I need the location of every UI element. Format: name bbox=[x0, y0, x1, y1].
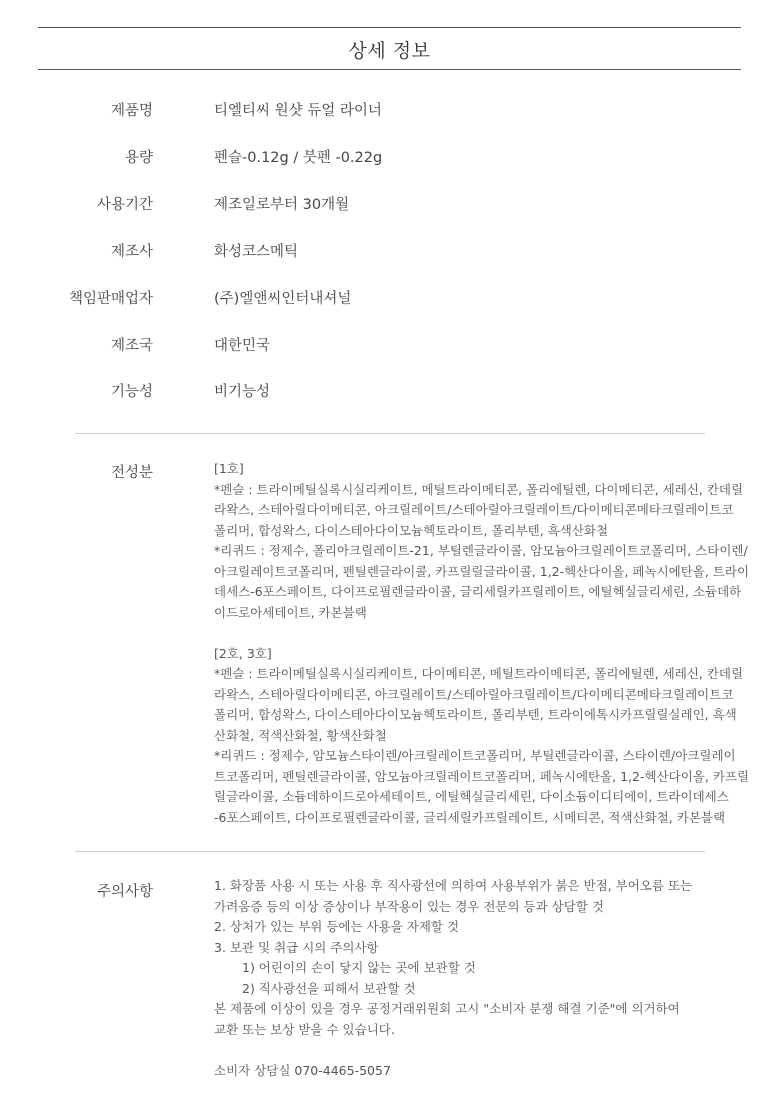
info-value: 티엘티씨 원샷 듀얼 라이너 bbox=[214, 103, 382, 119]
info-label: 사용기간 bbox=[96, 197, 153, 213]
ingredient-line: [1호] bbox=[214, 461, 244, 476]
ingredient-line: 라왁스, 스테아릴다이메티콘, 아크릴레이트/스테아릴아크릴레이트/다이메티콘메타크릴레이트코 bbox=[214, 502, 734, 517]
ingredient-line: 데세스-6포스페이트, 다이프로필렌글라이콜, 글리세릴카프릴레이트, 에틸헥실글리세린, 소듐데하 bbox=[214, 584, 742, 599]
info-row bbox=[0, 240, 779, 264]
header-bottom-rule bbox=[38, 69, 741, 70]
info-value: 화성코스메틱 bbox=[214, 244, 299, 260]
ingredient-line: *펜슬 : 트라이메틸실록시실리케이트, 다이메티콘, 메틸트라이메티콘, 폴리에틸렌, 세레신, 칸데릴 bbox=[214, 666, 744, 681]
section-title: 상세 정보 bbox=[348, 40, 431, 62]
ingredient-line: 아크릴레이트코폴리머, 펜틸렌글라이콜, 카프릴릴글라이콜, 1,2-헥산다이올, 페녹시에탄올, 트라이 bbox=[214, 563, 750, 579]
caution-line bbox=[214, 1040, 719, 1061]
ingredient-line: 트코폴리머, 펜틸렌글라이콜, 암모늄아크릴레이트코폴리머, 페녹시에탄올, 1,2-헥산다이올, 카프릴 bbox=[214, 768, 750, 784]
info-label: 책임판매업자 bbox=[68, 291, 153, 307]
ingredient-line: *리퀴드 : 정제수, 폴리아크릴레이트-21, 부틸렌글라이콜, 암모늄아크릴레이트코폴리머, 스타이렌/ bbox=[214, 543, 748, 558]
ingredient-line bbox=[214, 623, 719, 644]
info-label: 제조국 bbox=[110, 338, 153, 354]
info-value: (주)엘앤씨인터내셔널 bbox=[214, 291, 352, 307]
info-row bbox=[0, 193, 779, 217]
caution-line: 1) 어린이의 손이 닿지 않는 곳에 보관할 것 bbox=[242, 960, 476, 975]
info-label: 제품명 bbox=[110, 103, 153, 119]
header-top-rule bbox=[38, 27, 741, 28]
cautions-label: 주의사항 bbox=[96, 884, 153, 900]
info-value: 제조일로부터 30개월 bbox=[214, 197, 350, 213]
caution-line: 3. 보관 및 취급 시의 주의사항 bbox=[214, 939, 379, 955]
info-value: 펜슬-0.12g / 붓펜 -0.22g bbox=[214, 150, 383, 166]
ingredient-line: [2호, 3호] bbox=[214, 645, 272, 661]
ingredient-line: 폴리머, 합성왁스, 다이스테아다이모늄헥토라이트, 폴리부텐, 트라이에톡시카프릴릴실레인, 흑색 bbox=[214, 707, 737, 722]
ingredient-line: 이드로아세테이트, 카본블랙 bbox=[214, 604, 367, 620]
ingredients-label: 전성분 bbox=[110, 465, 153, 481]
ingredient-line: 릴글라이콜, 소듐데하이드로아세테이트, 에틸헥실글리세린, 다이소듐이디티에이, 트라이데세스 bbox=[214, 789, 729, 804]
caution-line: 1. 화장품 사용 시 또는 사용 후 직사광선에 의하여 사용부위가 붉은 반점, 부어오름 또는 bbox=[214, 878, 693, 893]
ingredient-line: 라왁스, 스테아릴다이메티콘, 아크릴레이트/스테아릴아크릴레이트/다이메티콘메타크릴레이트코 bbox=[214, 686, 734, 702]
caution-line: 2. 상처가 있는 부위 등에는 사용을 자제할 것 bbox=[214, 919, 460, 934]
info-label: 용량 bbox=[124, 150, 153, 166]
ingredient-line: *리퀴드 : 정제수, 암모늄스타이렌/아크릴레이트코폴리머, 부틸렌글라이콜, 스타이렌/아크릴레이 bbox=[214, 748, 736, 763]
info-row bbox=[0, 146, 779, 170]
cautions-text bbox=[214, 876, 719, 1081]
info-value: 비기능성 bbox=[214, 384, 271, 400]
ingredient-line: -6포스페이트, 다이프로필렌글라이콜, 글리세릴카프릴레이트, 시메티콘, 적색산화철, 카본블랙 bbox=[214, 809, 726, 825]
caution-line: 교환 또는 보상 받을 수 있습니다. bbox=[214, 1021, 395, 1037]
caution-line: 소비자 상담실 070-4465-5057 bbox=[214, 1062, 391, 1078]
caution-line: 가려움증 등의 이상 증상이나 부작용이 있는 경우 전문의 등과 상담할 것 bbox=[214, 898, 604, 914]
info-label: 기능성 bbox=[110, 384, 153, 400]
info-label: 제조사 bbox=[110, 244, 153, 260]
caution-line: 본 제품에 이상이 있을 경우 공정거래위원회 고시 "소비자 분쟁 해결 기준"에 의거하여 bbox=[214, 1001, 680, 1016]
divider-1 bbox=[75, 433, 705, 434]
info-row bbox=[0, 99, 779, 123]
divider-2 bbox=[75, 851, 705, 852]
ingredient-line: 산화철, 적색산화철, 황색산화철 bbox=[214, 727, 387, 743]
ingredient-line: 폴리머, 합성왁스, 다이스테아다이모늄헥토라이트, 폴리부텐, 흑색산화철 bbox=[214, 522, 609, 538]
info-row bbox=[0, 287, 779, 311]
ingredients-text bbox=[214, 459, 750, 828]
info-row bbox=[0, 334, 779, 358]
info-row bbox=[0, 380, 779, 404]
caution-line: 2) 직사광선을 피해서 보관할 것 bbox=[242, 980, 416, 996]
ingredient-line: *펜슬 : 트라이메틸실록시실리케이트, 메틸트라이메티콘, 폴리에틸렌, 다이메티콘, 세레신, 칸데릴 bbox=[214, 481, 744, 497]
info-value: 대한민국 bbox=[214, 338, 271, 354]
